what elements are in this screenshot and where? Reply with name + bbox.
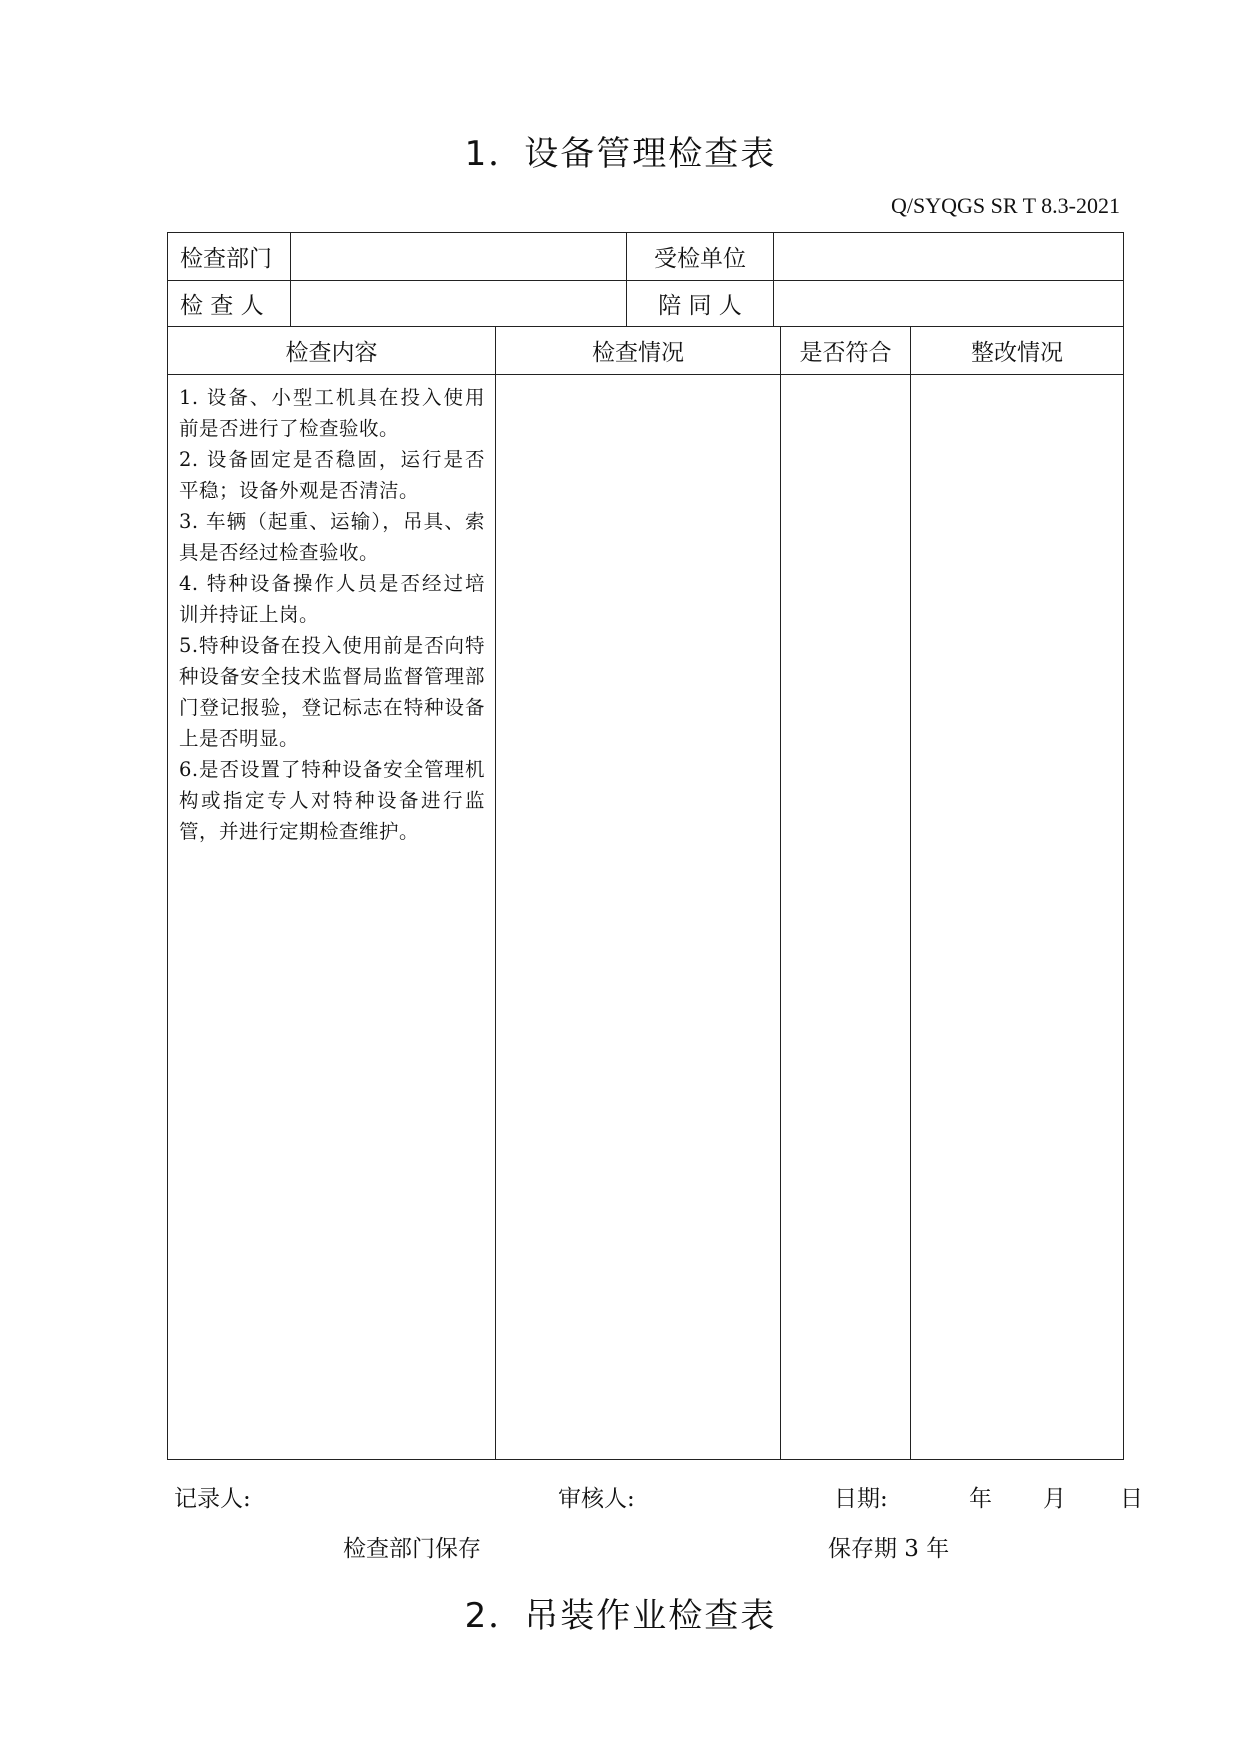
- column-header: 检查情况: [496, 327, 780, 375]
- column-header: 整改情况: [911, 327, 1123, 375]
- column-header: 检查内容: [168, 327, 495, 375]
- checklist-item: 4. 特种设备操作人员是否经过培训并持证上岗。: [179, 572, 485, 626]
- checklist-item: 2. 设备固定是否稳固，运行是否平稳；设备外观是否清洁。: [179, 448, 485, 502]
- unit-label: 受检单位: [627, 233, 774, 280]
- inspector-value[interactable]: [291, 280, 627, 327]
- inspector-label: 检 查 人: [168, 280, 291, 327]
- month-label: 月: [1043, 1486, 1066, 1512]
- next-section-title: 2．吊装作业检查表: [464, 1596, 777, 1636]
- companion-label: 陪 同 人: [627, 280, 774, 327]
- header-table: [167, 232, 1124, 327]
- checklist-item: 3. 车辆（起重、运输），吊具、索具是否经过检查验收。: [179, 510, 485, 564]
- page-title: 1．设备管理检查表: [464, 134, 777, 174]
- reviewer-label: 审核人:: [558, 1486, 635, 1512]
- checklist-item: 1. 设备、小型工机具在投入使用前是否进行了检查验收。: [179, 386, 485, 440]
- checklist: [168, 375, 495, 847]
- companion-value[interactable]: [774, 280, 1123, 327]
- keeper-note: 检查部门保存: [343, 1536, 481, 1562]
- checklist-item: 5.特种设备在投入使用前是否向特种设备安全技术监督局监督管理部门登记报验，登记标志在特种设备上是否明显。: [179, 634, 485, 750]
- year-label: 年: [969, 1486, 992, 1512]
- column-status[interactable]: [496, 327, 781, 1459]
- column-compliance[interactable]: [781, 327, 911, 1459]
- inspection-table: [167, 327, 1124, 1460]
- header-row-2: [168, 280, 1123, 327]
- retention-note: 保存期 3 年: [828, 1536, 950, 1562]
- unit-value[interactable]: [774, 233, 1123, 280]
- dept-value[interactable]: [291, 233, 627, 280]
- day-label: 日: [1120, 1486, 1143, 1512]
- recorder-label: 记录人:: [174, 1486, 251, 1512]
- date-label: 日期:: [834, 1486, 888, 1512]
- column-rectification[interactable]: [911, 327, 1123, 1459]
- document-code: Q/SYQGS SR T 8.3-2021: [890, 193, 1120, 218]
- dept-label: 检查部门: [168, 233, 291, 280]
- column-content: [168, 327, 496, 1459]
- header-row-1: [168, 233, 1123, 281]
- checklist-item: 6.是否设置了特种设备安全管理机构或指定专人对特种设备进行监管，并进行定期检查维护。: [179, 758, 485, 843]
- column-header: 是否符合: [781, 327, 910, 375]
